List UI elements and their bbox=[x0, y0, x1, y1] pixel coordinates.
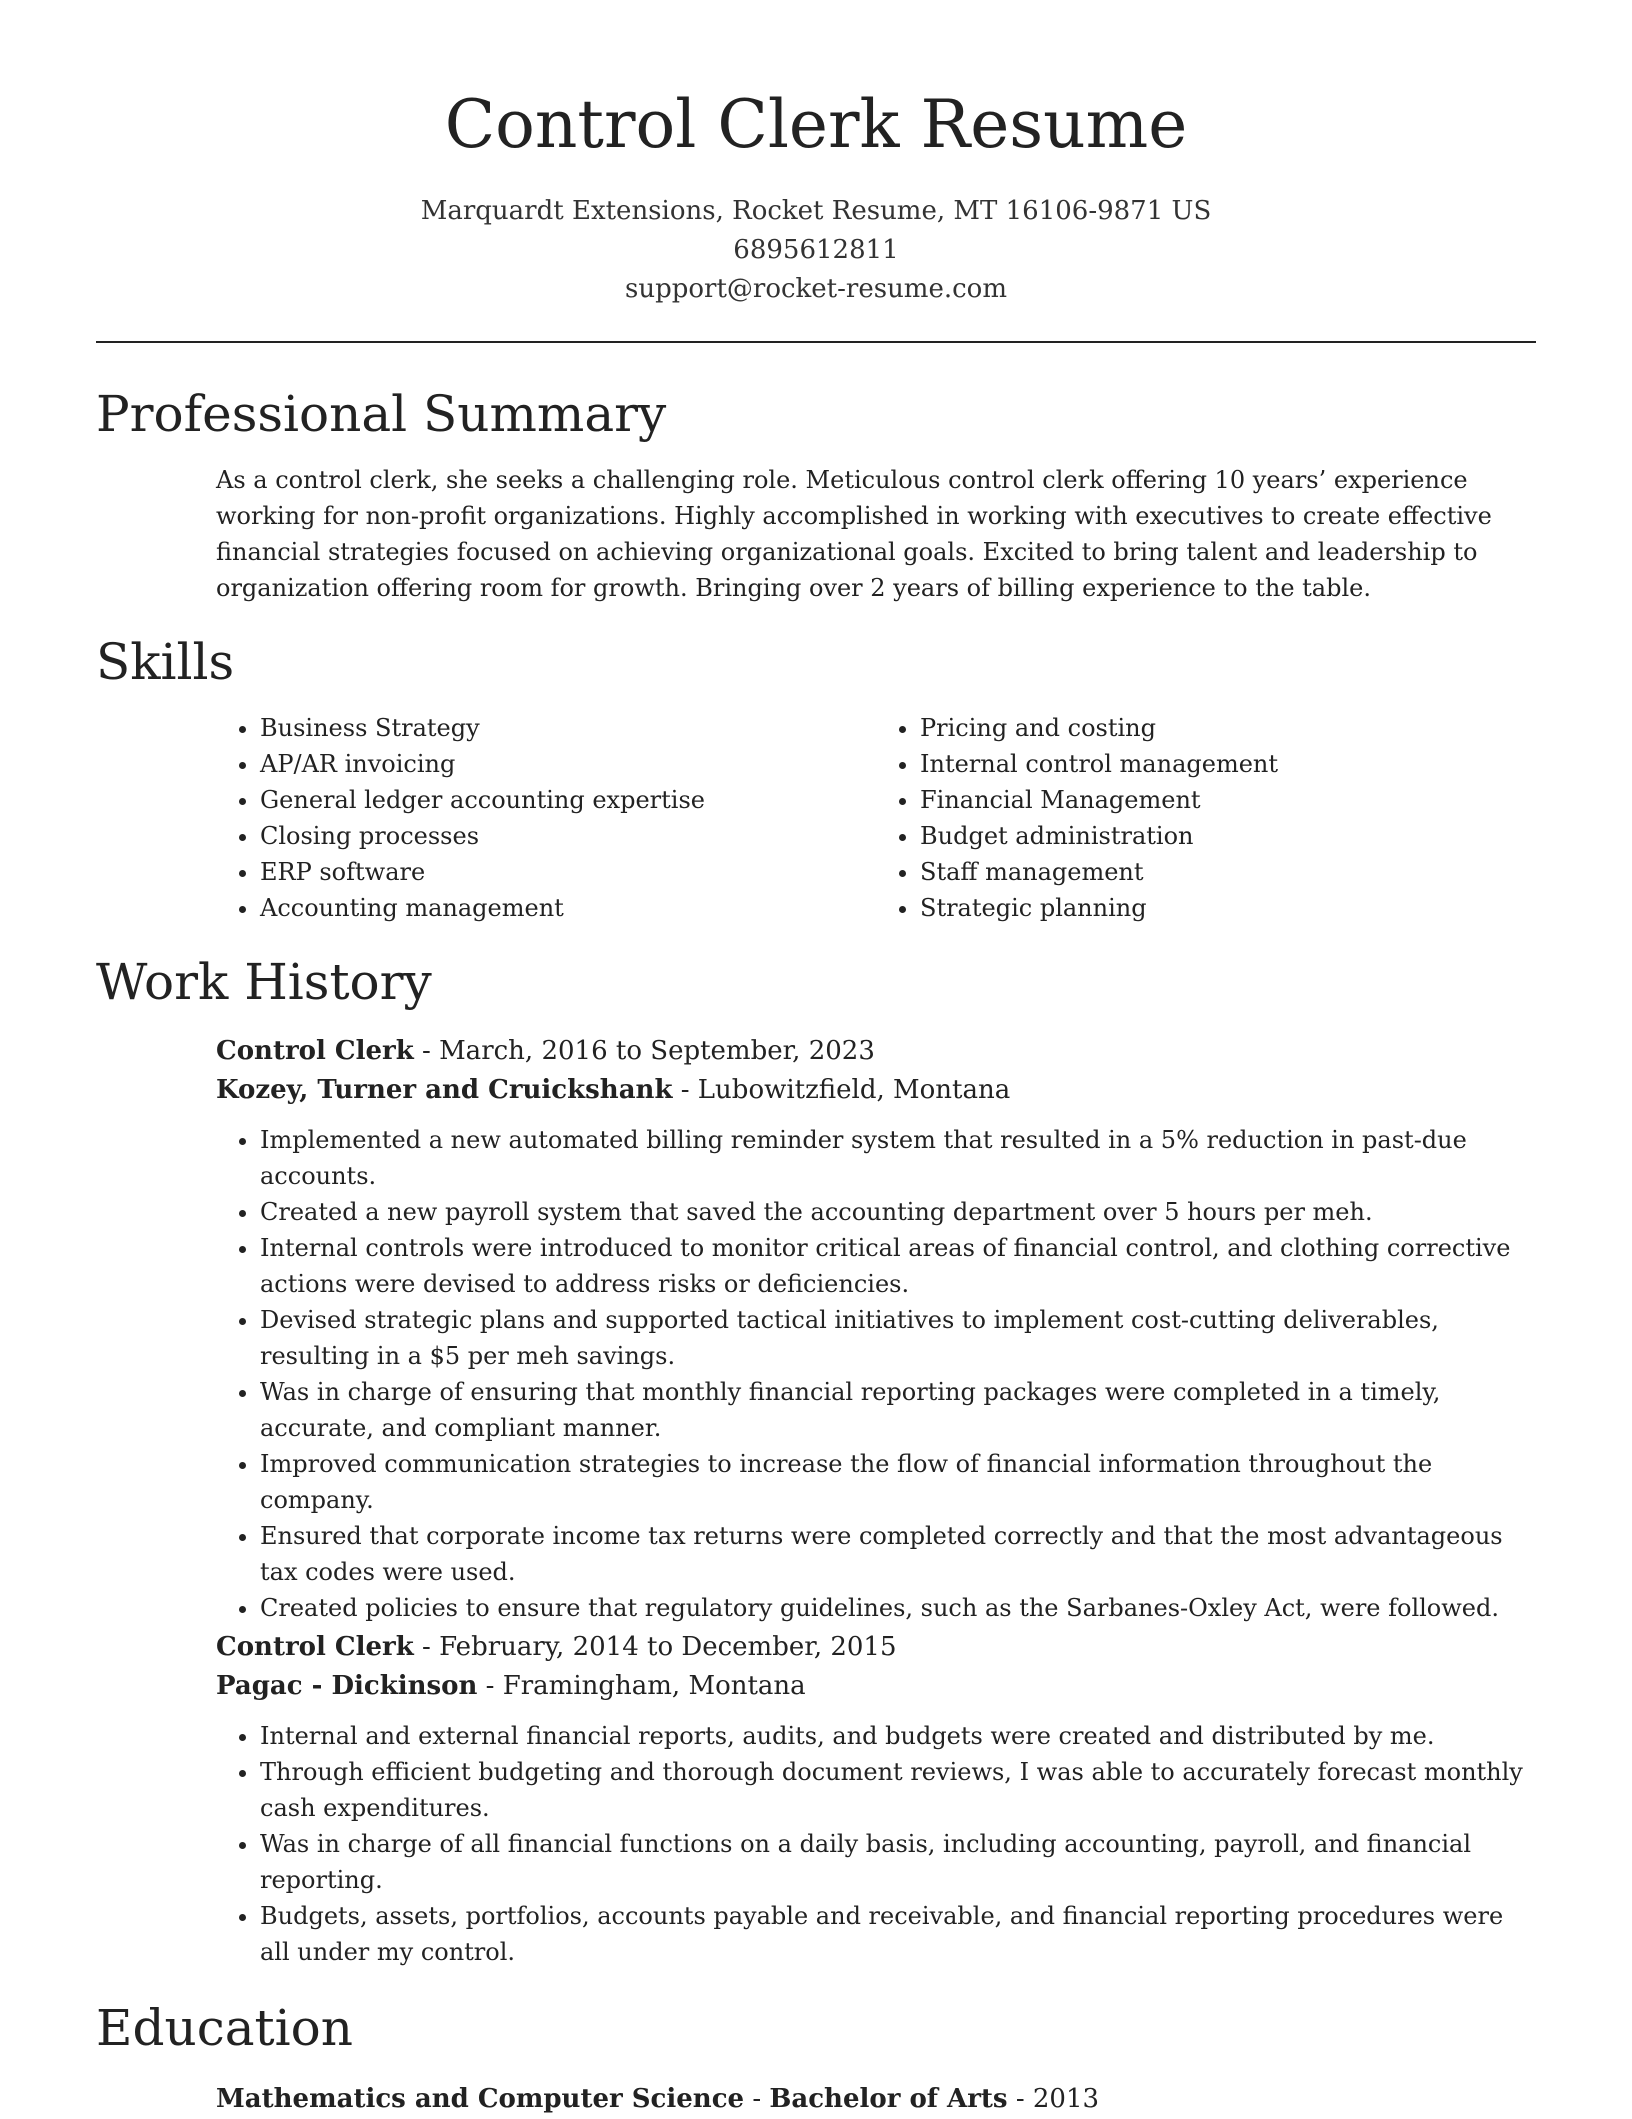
skills-heading: Skills bbox=[96, 633, 235, 691]
education-degree: Bachelor of Arts bbox=[769, 2084, 1008, 2114]
skill-item: • General ledger accounting expertise bbox=[260, 782, 876, 818]
job-location: - Lubowitzfield, Montana bbox=[672, 1075, 1011, 1105]
education-field: Mathematics and Computer Science bbox=[216, 2084, 745, 2114]
header-divider bbox=[96, 341, 1536, 343]
job-bullet: • Was in charge of ensuring that monthly financial reporting packages were completed in a timely, accurate, and compliant manner. bbox=[260, 1374, 1536, 1446]
job-company: Pagac - Dickinson bbox=[216, 1671, 478, 1701]
job-role: Control Clerk bbox=[216, 1632, 414, 1662]
job-role: Control Clerk bbox=[216, 1036, 414, 1066]
skills-column-left bbox=[216, 710, 876, 926]
education-heading: Education bbox=[96, 1999, 353, 2057]
job-bullets bbox=[216, 1122, 1536, 1626]
job-bullet: • Created policies to ensure that regulatory guidelines, such as the Sarbanes-Oxley Act, were followed. bbox=[260, 1590, 1536, 1626]
skills-list bbox=[216, 710, 1536, 926]
job-company-line bbox=[216, 1667, 1536, 1706]
summary-text: As a control clerk, she seeks a challenging role. Meticulous control clerk offering 10 years’ experience working for non-profit organizations. Highly accomplished in working with executives to create effective financial strategies focused on achieving organizational goals. Excited to bring talent and leadership to organization offering room for growth. Bringing over 2 years of billing experience to the table. bbox=[216, 466, 1492, 602]
job-dates: - February, 2014 to December, 2015 bbox=[413, 1632, 897, 1662]
skill-item: • Business Strategy bbox=[260, 710, 876, 746]
resume-header bbox=[96, 80, 1536, 309]
education-separator: - bbox=[744, 2084, 770, 2114]
job-bullets bbox=[216, 1718, 1536, 1970]
contact-email: support@rocket-resume.com bbox=[624, 274, 1007, 304]
contact-phone: 6895612811 bbox=[733, 235, 899, 265]
job-entry bbox=[216, 1032, 1536, 1626]
job-title-line bbox=[216, 1032, 1536, 1071]
resume-title: Control Clerk Resume bbox=[444, 86, 1188, 163]
job-location: - Framingham, Montana bbox=[477, 1671, 806, 1701]
contact-address: Marquardt Extensions, Rocket Resume, MT 16106-9871 US bbox=[420, 196, 1212, 226]
job-bullet: • Internal and external financial reports, audits, and budgets were created and distributed by me. bbox=[260, 1718, 1536, 1754]
education-separator: - bbox=[1007, 2084, 1033, 2114]
job-bullet: • Improved communication strategies to increase the flow of financial information throughout the company. bbox=[260, 1446, 1536, 1518]
job-bullet: • Implemented a new automated billing reminder system that resulted in a 5% reduction in past-due accounts. bbox=[260, 1122, 1536, 1194]
job-company: Kozey, Turner and Cruickshank bbox=[216, 1075, 673, 1105]
skill-item: • Strategic planning bbox=[920, 890, 1536, 926]
job-bullet: • Created a new payroll system that saved the accounting department over 5 hours per meh. bbox=[260, 1194, 1536, 1230]
job-bullet: • Ensured that corporate income tax returns were completed correctly and that the most advantageous tax codes were used. bbox=[260, 1518, 1536, 1590]
skill-item: • ERP software bbox=[260, 854, 876, 890]
skill-item: • Internal control management bbox=[920, 746, 1536, 782]
job-dates: - March, 2016 to September, 2023 bbox=[413, 1036, 875, 1066]
job-bullet: • Devised strategic plans and supported tactical initiatives to implement cost-cutting deliverables, resulting in a $5 per meh savings. bbox=[260, 1302, 1536, 1374]
job-bullet: • Was in charge of all financial functions on a daily basis, including accounting, payroll, and financial reporting. bbox=[260, 1826, 1536, 1898]
work-history-heading: Work History bbox=[96, 953, 432, 1011]
summary-heading: Professional Summary bbox=[96, 385, 667, 443]
skill-item: • Budget administration bbox=[920, 818, 1536, 854]
skill-item: • Closing processes bbox=[260, 818, 876, 854]
skill-item: • Accounting management bbox=[260, 890, 876, 926]
skill-item: • AP/AR invoicing bbox=[260, 746, 876, 782]
education-year: 2013 bbox=[1032, 2084, 1100, 2114]
job-title-line bbox=[216, 1628, 1536, 1667]
job-entry bbox=[216, 1628, 1536, 1970]
skill-item: • Pricing and costing bbox=[920, 710, 1536, 746]
job-bullet: • Through efficient budgeting and thorough document reviews, I was able to accurately forecast monthly cash expenditures. bbox=[260, 1754, 1536, 1826]
job-bullet: • Budgets, assets, portfolios, accounts payable and receivable, and financial reporting procedures were all under my control. bbox=[260, 1898, 1536, 1970]
skills-column-right bbox=[876, 710, 1536, 926]
skill-item: • Staff management bbox=[920, 854, 1536, 890]
job-bullet: • Internal controls were introduced to monitor critical areas of financial control, and clothing corrective actions were devised to address risks or deficiencies. bbox=[260, 1230, 1536, 1302]
education-entry bbox=[216, 2080, 1536, 2119]
skill-item: • Financial Management bbox=[920, 782, 1536, 818]
job-company-line bbox=[216, 1071, 1536, 1110]
